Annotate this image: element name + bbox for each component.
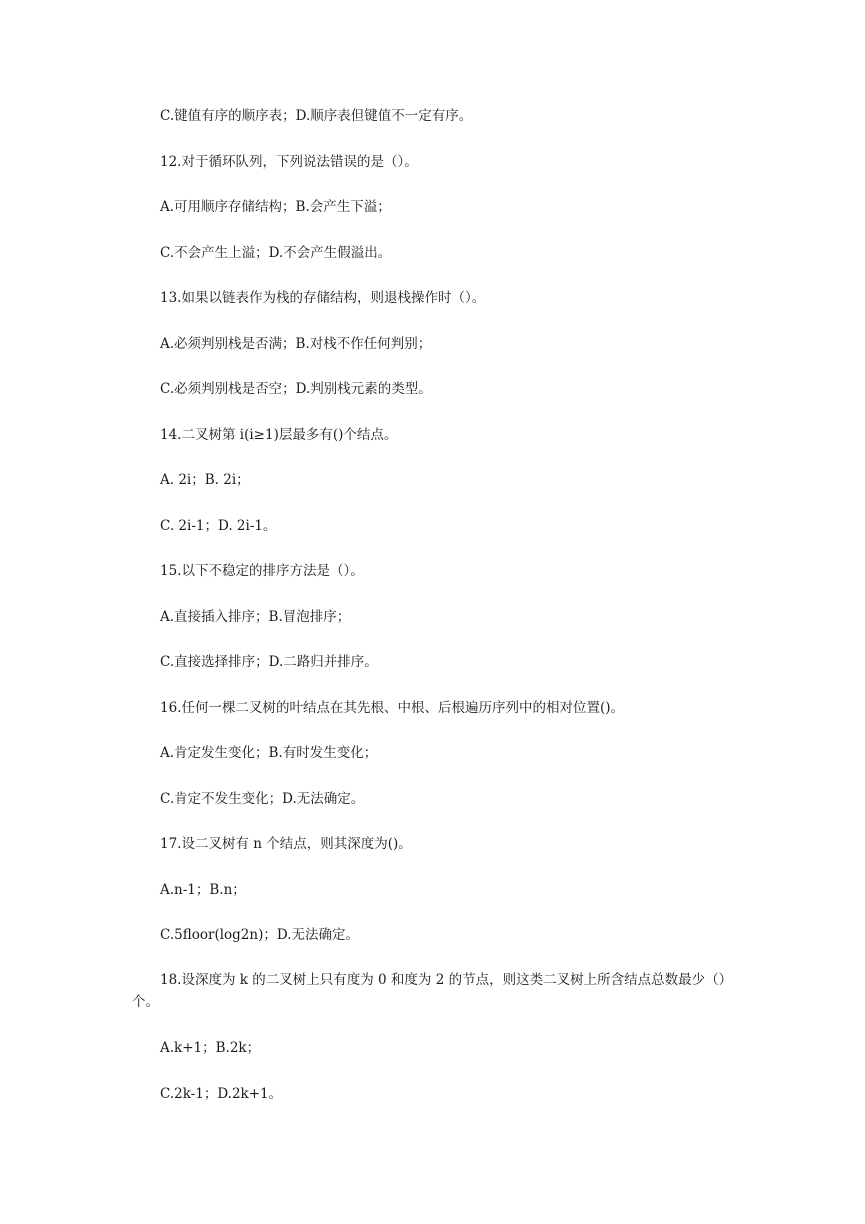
q14-question: 14.二叉树第 i(i≥1)层最多有()个结点。 [160, 427, 398, 443]
q11-options-cd: C.键值有序的顺序表；D.顺序表但键值不一定有序。 [160, 108, 473, 124]
q12-options-ab: A.可用顺序存储结构；B.会产生下溢； [160, 199, 391, 215]
q13-options-cd: C.必须判别栈是否空；D.判别栈元素的类型。 [160, 381, 432, 397]
q18-options-cd: C.2k-1；D.2k+1。 [160, 1086, 283, 1102]
q15-options-cd: C.直接选择排序；D.二路归并排序。 [160, 654, 378, 670]
q15-question: 15.以下不稳定的排序方法是（）。 [160, 563, 364, 579]
q15-options-ab: A.直接插入排序；B.冒泡排序； [160, 609, 351, 625]
q13-question: 13.如果以链表作为栈的存储结构，则退栈操作时（）。 [160, 290, 486, 306]
q17-question: 17.设二叉树有 n 个结点，则其深度为()。 [160, 836, 412, 852]
q16-question: 16.任何一棵二叉树的叶结点在其先根、中根、后根遍历序列中的相对位置()。 [160, 700, 625, 716]
q18-question: 18.设深度为 k 的二叉树上只有度为 0 和度为 2 的节点，则这类二叉树上所含结点总数最少（）个。 [132, 972, 733, 1010]
q12-question: 12.对于循环队列，下列说法错误的是（）。 [160, 154, 418, 170]
q17-options-ab: A.n-1；B.n； [160, 882, 246, 898]
q16-options-ab: A.肯定发生变化；B.有时发生变化； [160, 745, 378, 761]
q16-options-cd: C.肯定不发生变化；D.无法确定。 [160, 791, 365, 807]
q18-options-ab: A.k+1；B.2k； [160, 1040, 261, 1056]
q14-options-cd: C. 2i-1；D. 2i-1。 [160, 518, 277, 534]
q17-options-cd: C.5floor(log2n)；D.无法确定。 [160, 927, 359, 943]
q13-options-ab: A.必须判别栈是否满；B.对栈不作任何判别； [160, 336, 432, 352]
q12-options-cd: C.不会产生上溢；D.不会产生假溢出。 [160, 245, 392, 261]
q14-options-ab: A. 2i；B. 2i； [160, 472, 250, 488]
